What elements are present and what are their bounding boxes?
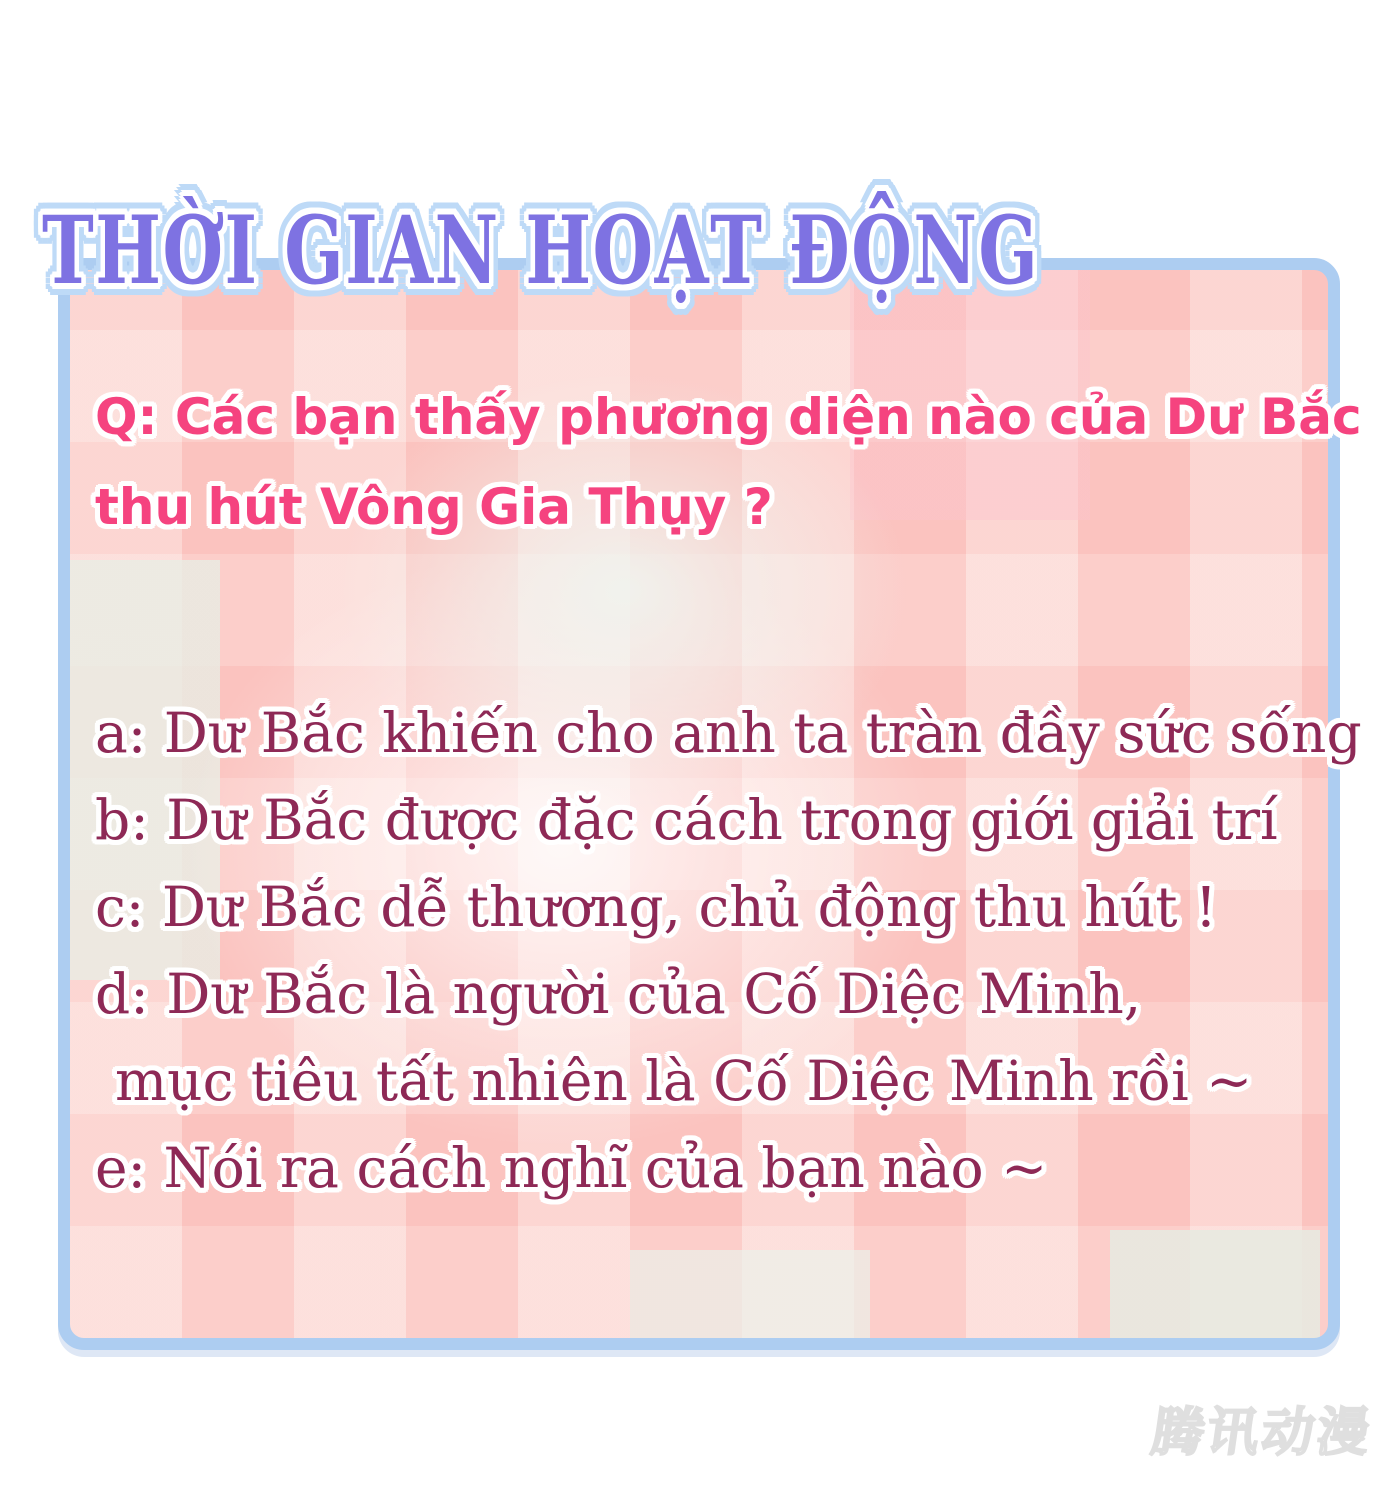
question-line-2: thu hút Vông Gia Thụy ? bbox=[95, 478, 773, 536]
option-b: b: Dư Bắc được đặc cách trong giới giải trí bbox=[95, 788, 1278, 852]
option-d-continued: mục tiêu tất nhiên là Cố Diệc Minh rồi ~ bbox=[115, 1049, 1253, 1113]
question-block bbox=[95, 372, 1362, 552]
option-c: c: Dư Bắc dễ thương, chủ động thu hút ! bbox=[95, 875, 1218, 939]
option-a: a: Dư Bắc khiến cho anh ta tràn đầy sức sống bbox=[95, 701, 1362, 765]
options-list bbox=[95, 690, 1362, 1212]
question-line-1: Q: Các bạn thấy phương diện nào của Dư Bắc bbox=[95, 388, 1362, 446]
option-d: d: Dư Bắc là người của Cố Diệc Minh, bbox=[95, 962, 1142, 1026]
page-title: THỜI GIAN HOẠT ĐỘNG bbox=[42, 196, 1040, 306]
tencent-comics-watermark: 腾讯动漫 bbox=[1147, 1403, 1377, 1463]
option-e: e: Nói ra cách nghĩ của bạn nào ~ bbox=[95, 1136, 1048, 1200]
